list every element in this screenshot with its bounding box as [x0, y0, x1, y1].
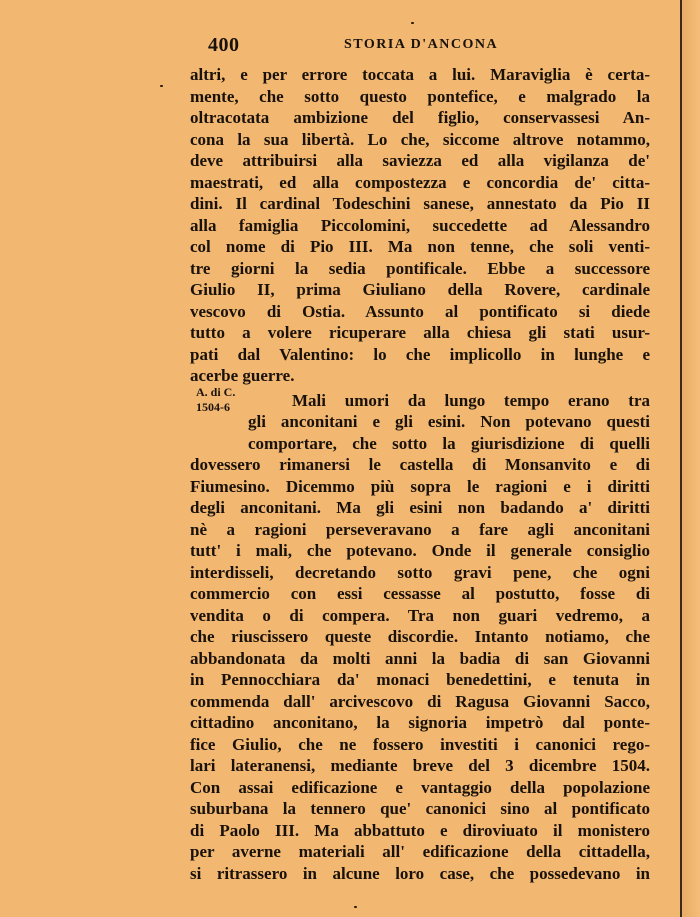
text-line: per averne materiali all' edificazione della cittadella,: [190, 842, 650, 861]
text-line: deve attribuirsi alla saviezza ed alla vigilanza de': [190, 151, 650, 170]
page-header: [208, 34, 508, 58]
text-line: abbandonata da molti anni la badia di san Giovanni: [190, 648, 650, 668]
marginal-note-year-label: A. di C.: [196, 385, 236, 399]
text-line: fice Giulio, che ne fossero investiti i canonici rego-: [190, 734, 650, 754]
text-line: cittadino anconitano, la signoria impetrò dal ponte-: [190, 713, 650, 732]
text-line: Con assai edificazione e vantaggio della popolazione: [190, 777, 650, 797]
text-line: lari lateranensi, mediante breve del 3 dicembre 1504.: [190, 756, 650, 775]
text-line: col nome di Pio III. Ma non tenne, che soli venti-: [190, 237, 650, 256]
text-line: alla famiglia Piccolomini, succedette ad Alessandro: [190, 215, 650, 235]
text-line: si ritrassero in alcune loro case, che possedevano in: [190, 863, 650, 883]
text-line: dovessero rimanersi le castella di Monsanvito e di: [190, 455, 650, 474]
text-line: suburbana la tennero que' canonici sino al pontificato: [190, 799, 650, 818]
text-line: tutto a volere ricuperare alla chiesa gli stati usur-: [190, 323, 650, 342]
text-line: tutt' i mali, che potevano. Onde il generale consiglio: [190, 541, 650, 560]
text-line: cona la sua libertà. Lo che, siccome altrove notammo,: [190, 129, 650, 149]
ink-speck: [160, 85, 163, 87]
ink-speck: [411, 22, 414, 24]
text-line: commenda dall' arcivescovo di Ragusa Giovanni Sacco,: [190, 691, 650, 711]
text-line: pati dal Valentino: lo che implicollo in lunghe e: [190, 344, 650, 364]
paragraph-2: [190, 390, 650, 885]
text-line: gli anconitani e gli esini. Non potevano questi: [248, 412, 650, 431]
text-line: oltracotata ambizione del figlio, conservassesi An-: [190, 108, 650, 127]
text-line: in Pennocchiara da' monaci benedettini, e tenuta in: [190, 670, 650, 689]
text-line: nè a ragioni perseveravano a fare agli anconitani: [190, 519, 650, 539]
text-line: interdisseli, decretando sotto gravi pene, che ogni: [190, 562, 650, 582]
paragraph-1: [190, 64, 650, 387]
text-line: maestrati, ed alla compostezza e concordia de' citta-: [190, 172, 650, 192]
body-text: [190, 64, 650, 884]
page-edge: [680, 0, 682, 917]
text-line: altri, e per errore toccata a lui. Maraviglia è certa-: [190, 65, 650, 84]
text-line: Fiumesino. Dicemmo più sopra le ragioni e i diritti: [190, 476, 650, 496]
text-line: tre giorni la sedia pontificale. Ebbe a successore: [190, 258, 650, 278]
text-line: acerbe guerre.: [190, 366, 295, 385]
text-line: vescovo di Ostia. Assunto al pontificato si diede: [190, 301, 650, 321]
text-line: commercio con essi cessasse al postutto, fosse di: [190, 584, 650, 603]
ink-speck: [354, 906, 357, 908]
text-line: degli anconitani. Ma gli esini non badando a' diritti: [190, 498, 650, 517]
page-edge-shadow: [682, 0, 700, 917]
running-title: STORIA D'ANCONA: [344, 37, 499, 52]
text-line: Giulio II, prima Giuliano della Rovere, cardinale: [190, 280, 650, 299]
text-line: che riuscissero queste discordie. Intanto notiamo, che: [190, 627, 650, 646]
text-line: dini. Il cardinal Todeschini sanese, annestato da Pio II: [190, 194, 650, 213]
text-line: vendita o di compera. Tra non guari vedremo, a: [190, 605, 650, 625]
text-line: di Paolo III. Ma abbattuto e diroviuato il monistero: [190, 820, 650, 840]
text-line: comportare, che sotto la giurisdizione di quelli: [248, 433, 650, 453]
marginal-note-years: 1504-6: [196, 400, 230, 414]
text-line: mente, che sotto questo pontefice, e malgrado la: [190, 86, 650, 106]
page-number: 400: [208, 34, 240, 56]
text-line: Mali umori da lungo tempo erano tra: [292, 390, 650, 410]
